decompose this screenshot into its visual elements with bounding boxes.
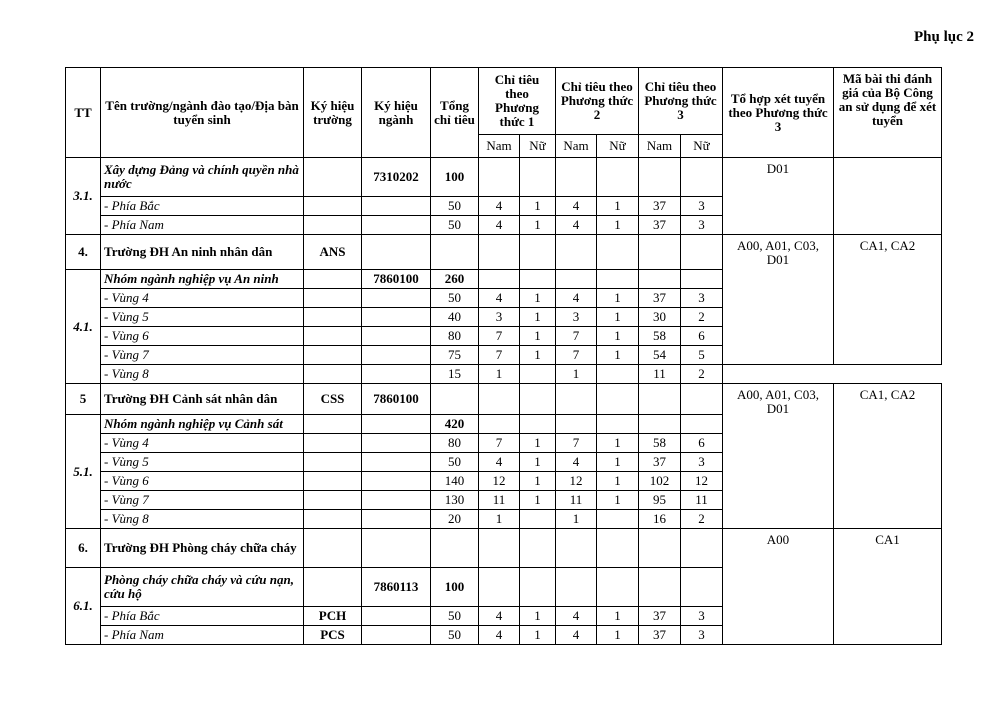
region-name: - Vùng 4 (101, 289, 304, 308)
school-code: CSS (304, 384, 362, 415)
quota3-female: 3 (681, 289, 723, 308)
header-major-code: Ký hiệu ngành (362, 68, 431, 158)
school-name: Trường ĐH Cảnh sát nhân dân (101, 384, 304, 415)
header-male: Nam (556, 135, 597, 158)
quota2-female: 1 (597, 327, 639, 346)
major-name: Phòng cháy chữa cháy và cứu nạn, cứu hộ (101, 568, 304, 607)
quota2-male: 4 (556, 607, 597, 626)
row-tt: 5.1. (66, 415, 101, 529)
quota2-female (597, 365, 639, 384)
quota2-male: 1 (556, 365, 597, 384)
total-quota: 100 (431, 568, 479, 607)
region-name: - Vùng 6 (101, 327, 304, 346)
quota3-male: 37 (639, 453, 681, 472)
quota3-female: 6 (681, 434, 723, 453)
total-quota: 130 (431, 491, 479, 510)
quota3-male: 37 (639, 197, 681, 216)
row-tt: 4. (66, 235, 101, 270)
quota3-male: 16 (639, 510, 681, 529)
quota3-male: 37 (639, 289, 681, 308)
quota1-female: 1 (520, 626, 556, 645)
major-code: 7310202 (362, 158, 431, 197)
quota2-female: 1 (597, 472, 639, 491)
header-male: Nam (639, 135, 681, 158)
exam-code: CA1 (834, 529, 942, 645)
admission-quota-table (65, 67, 942, 645)
quota1-female: 1 (520, 327, 556, 346)
region-name: - Vùng 8 (101, 510, 304, 529)
quota1-male: 4 (479, 626, 520, 645)
quota3-male: 11 (639, 365, 681, 384)
row-tt: 5 (66, 384, 101, 415)
quota1-female: 1 (520, 197, 556, 216)
quota3-male: 37 (639, 607, 681, 626)
quota3-female: 3 (681, 607, 723, 626)
quota2-male: 4 (556, 626, 597, 645)
quota2-female: 1 (597, 216, 639, 235)
quota2-female (597, 510, 639, 529)
school-name: Trường ĐH An ninh nhân dân (101, 235, 304, 270)
quota2-female: 1 (597, 491, 639, 510)
total-quota: 80 (431, 327, 479, 346)
total-quota: 50 (431, 626, 479, 645)
quota3-female: 12 (681, 472, 723, 491)
quota3-male: 95 (639, 491, 681, 510)
quota3-male: 54 (639, 346, 681, 365)
header-total: Tổng chỉ tiêu (431, 68, 479, 158)
header-row (66, 68, 942, 135)
total-quota: 50 (431, 607, 479, 626)
header-name: Tên trường/ngành đào tạo/Địa bàn tuyển sinh (101, 68, 304, 158)
school-name: Trường ĐH Phòng cháy chữa cháy (101, 529, 304, 568)
quota1-male: 4 (479, 216, 520, 235)
quota1-female: 1 (520, 472, 556, 491)
quota3-female: 11 (681, 491, 723, 510)
header-female: Nữ (681, 135, 723, 158)
quota1-male: 11 (479, 491, 520, 510)
total-quota: 20 (431, 510, 479, 529)
table-row (66, 235, 942, 270)
quota2-male: 4 (556, 289, 597, 308)
quota3-female: 6 (681, 327, 723, 346)
quota1-female (520, 510, 556, 529)
header-quota-1: Chỉ tiêu theo Phương thức 1 (479, 68, 556, 135)
combination: A00, A01, C03, D01 (723, 235, 834, 365)
total-quota: 260 (431, 270, 479, 289)
total-quota: 40 (431, 308, 479, 327)
header-female: Nữ (597, 135, 639, 158)
quota1-male: 1 (479, 365, 520, 384)
quota1-female: 1 (520, 216, 556, 235)
quota1-female: 1 (520, 607, 556, 626)
combination: A00 (723, 529, 834, 645)
exam-code: CA1, CA2 (834, 384, 942, 529)
region-name: - Vùng 5 (101, 308, 304, 327)
major-code: 7860100 (362, 384, 431, 415)
region-name: - Vùng 7 (101, 491, 304, 510)
total-quota: 50 (431, 289, 479, 308)
quota1-female (520, 365, 556, 384)
quota1-female: 1 (520, 491, 556, 510)
total-quota: 50 (431, 197, 479, 216)
quota1-male: 12 (479, 472, 520, 491)
quota2-female: 1 (597, 289, 639, 308)
table-row (66, 158, 942, 197)
major-name: Nhóm ngành nghiệp vụ An ninh (101, 270, 304, 289)
quota2-female: 1 (597, 453, 639, 472)
appendix-label: Phụ lục 2 (913, 29, 974, 45)
quota1-male: 7 (479, 346, 520, 365)
quota1-male: 7 (479, 327, 520, 346)
quota3-female: 3 (681, 197, 723, 216)
quota3-female: 5 (681, 346, 723, 365)
total-quota: 100 (431, 158, 479, 197)
quota2-female: 1 (597, 434, 639, 453)
quota1-male: 1 (479, 510, 520, 529)
row-tt: 3.1. (66, 158, 101, 235)
quota2-female: 1 (597, 197, 639, 216)
header-exam-code: Mã bài thi đánh giá của Bộ Công an sử dụng để xét tuyển (834, 68, 942, 158)
quota2-male: 11 (556, 491, 597, 510)
quota2-female: 1 (597, 346, 639, 365)
quota1-male: 4 (479, 197, 520, 216)
row-tt: 6. (66, 529, 101, 568)
quota1-female: 1 (520, 453, 556, 472)
header-female: Nữ (520, 135, 556, 158)
exam-code: CA1, CA2 (834, 235, 942, 365)
header-school-code: Ký hiệu trường (304, 68, 362, 158)
region-name: - Vùng 5 (101, 453, 304, 472)
quota2-male: 1 (556, 510, 597, 529)
table-row (66, 529, 942, 568)
quota3-male: 58 (639, 327, 681, 346)
header-quota-3: Chỉ tiêu theo Phương thức 3 (639, 68, 723, 135)
row-tt: 4.1. (66, 270, 101, 384)
total-quota: 15 (431, 365, 479, 384)
quota2-male: 4 (556, 197, 597, 216)
quota3-female: 2 (681, 365, 723, 384)
region-name: - Vùng 6 (101, 472, 304, 491)
quota2-male: 7 (556, 434, 597, 453)
major-code: 7860113 (362, 568, 431, 607)
major-name: Xây dựng Đảng và chính quyền nhà nước (101, 158, 304, 197)
quota2-male: 3 (556, 308, 597, 327)
quota1-male: 7 (479, 434, 520, 453)
major-name: Nhóm ngành nghiệp vụ Cảnh sát (101, 415, 304, 434)
region-name: - Phía Bắc (101, 607, 304, 626)
total-quota: 75 (431, 346, 479, 365)
quota1-female: 1 (520, 308, 556, 327)
quota3-male: 37 (639, 216, 681, 235)
quota2-female: 1 (597, 308, 639, 327)
quota3-male: 58 (639, 434, 681, 453)
school-code: PCH (304, 607, 362, 626)
region-name: - Vùng 7 (101, 346, 304, 365)
quota1-female: 1 (520, 346, 556, 365)
quota3-male: 37 (639, 626, 681, 645)
school-code: ANS (304, 235, 362, 270)
quota1-male: 4 (479, 289, 520, 308)
header-quota-2: Chỉ tiêu theo Phương thức 2 (556, 68, 639, 135)
row-tt: 6.1. (66, 568, 101, 645)
quota2-female: 1 (597, 607, 639, 626)
quota2-male: 7 (556, 327, 597, 346)
quota2-male: 4 (556, 216, 597, 235)
table-row (66, 365, 942, 384)
total-quota: 80 (431, 434, 479, 453)
school-code: PCS (304, 626, 362, 645)
combination: D01 (723, 158, 834, 235)
region-name: - Vùng 4 (101, 434, 304, 453)
quota1-male: 4 (479, 453, 520, 472)
quota1-female: 1 (520, 434, 556, 453)
quota1-male: 4 (479, 607, 520, 626)
quota2-male: 7 (556, 346, 597, 365)
header-combination: Tổ hợp xét tuyển theo Phương thức 3 (723, 68, 834, 158)
total-quota: 420 (431, 415, 479, 434)
quota3-female: 3 (681, 216, 723, 235)
quota2-male: 4 (556, 453, 597, 472)
region-name: - Phía Bắc (101, 197, 304, 216)
quota3-female: 2 (681, 510, 723, 529)
quota2-male: 12 (556, 472, 597, 491)
quota3-female: 3 (681, 626, 723, 645)
quota2-female: 1 (597, 626, 639, 645)
header-tt: TT (66, 68, 101, 158)
quota3-female: 3 (681, 453, 723, 472)
quota3-male: 102 (639, 472, 681, 491)
major-code: 7860100 (362, 270, 431, 289)
quota3-male: 30 (639, 308, 681, 327)
quota1-female: 1 (520, 289, 556, 308)
total-quota: 50 (431, 453, 479, 472)
region-name: - Phía Nam (101, 626, 304, 645)
header-male: Nam (479, 135, 520, 158)
combination: A00, A01, C03, D01 (723, 384, 834, 529)
total-quota: 50 (431, 216, 479, 235)
table-row (66, 384, 942, 415)
region-name: - Vùng 8 (101, 365, 304, 384)
quota1-male: 3 (479, 308, 520, 327)
quota3-female: 2 (681, 308, 723, 327)
region-name: - Phía Nam (101, 216, 304, 235)
total-quota: 140 (431, 472, 479, 491)
